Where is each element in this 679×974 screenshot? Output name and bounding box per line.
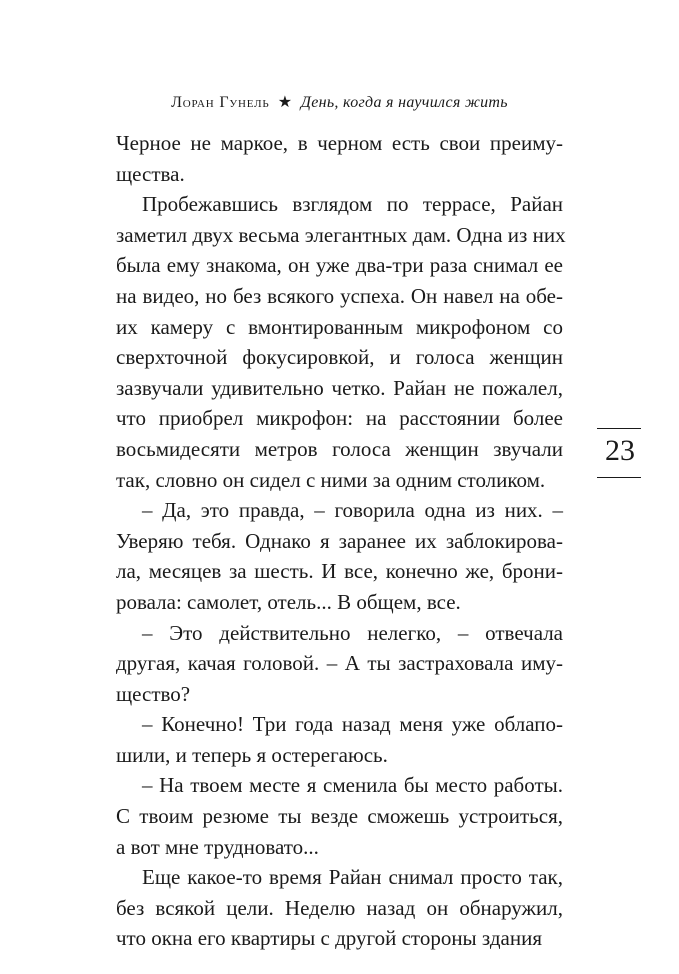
text-line: ровала: самолет, отель... В общем, все.: [116, 589, 461, 614]
text-line: ла, месяцев за шесть. И все, конечно же, брони-: [116, 559, 563, 584]
text-line: Еще какое-то время Райан снимал просто так,: [142, 865, 563, 890]
page-number: 23: [605, 434, 635, 467]
text-line: – Это действительно нелегко, – отвечала: [142, 620, 563, 645]
paragraph: [116, 618, 563, 710]
text-line: так, словно он сидел с ними за одним столиком.: [116, 467, 546, 492]
text-line: на видео, но без всякого успеха. Он навел на обе-: [116, 283, 563, 308]
text-line: – Конечно! Три года назад меня уже облапо-: [142, 712, 563, 737]
text-line: шили, и теперь я остерегаюсь.: [116, 742, 388, 767]
text-line: их камеру с вмонтированным микрофоном со: [116, 314, 563, 339]
star-icon: ★: [277, 94, 293, 111]
text-line: без всякой цели. Неделю назад он обнаружил,: [116, 895, 563, 920]
running-head: [0, 92, 679, 112]
text-line: щества.: [116, 161, 185, 186]
text-line: – На твоем месте я сменила бы место работы.: [142, 773, 563, 798]
text-line: что приобрел микрофон: на расстоянии более: [116, 406, 563, 431]
text-line: зазвучали удивительно четко. Райан не пожалел,: [116, 375, 563, 400]
header-book-title: День, когда я научился жить: [300, 94, 508, 111]
text-line: а вот мне трудновато...: [116, 834, 319, 859]
paragraph: [116, 770, 563, 862]
text-line: щество?: [116, 681, 191, 706]
paragraph: [116, 189, 566, 495]
paragraph: [116, 862, 563, 954]
text-line: Уверяю тебя. Однако я заранее их заблокирова-: [116, 528, 563, 553]
text-line: заметил двух весьма элегантных дам. Одна из них: [116, 222, 566, 247]
text-line: восьмидесяти метров голоса женщин звучали: [116, 436, 563, 461]
paragraph: [116, 709, 563, 770]
page-number-rule-top: [597, 428, 641, 429]
text-line: сверхточной фокусировкой, и голоса женщин: [116, 345, 563, 370]
body-text: [116, 128, 566, 954]
text-line: что окна его квартиры с другой стороны здания: [116, 926, 542, 951]
text-line: С твоим резюме ты везде сможешь устроиться,: [116, 804, 563, 829]
text-line: другая, качая головой. – А ты застраховала иму-: [116, 651, 563, 676]
text-line: Пробежавшись взглядом по террасе, Райан: [142, 192, 563, 217]
page-number-rule-bottom: [597, 477, 641, 478]
text-line: Черное не маркое, в черном есть свои преиму-: [116, 131, 563, 155]
paragraph: [116, 128, 563, 189]
header-author: Лоран Гунель: [171, 94, 270, 111]
text-line: – Да, это правда, – говорила одна из них. –: [142, 498, 563, 523]
text-line: была ему знакома, он уже два-три раза снимал ее: [116, 253, 563, 278]
paragraph: [116, 495, 563, 617]
